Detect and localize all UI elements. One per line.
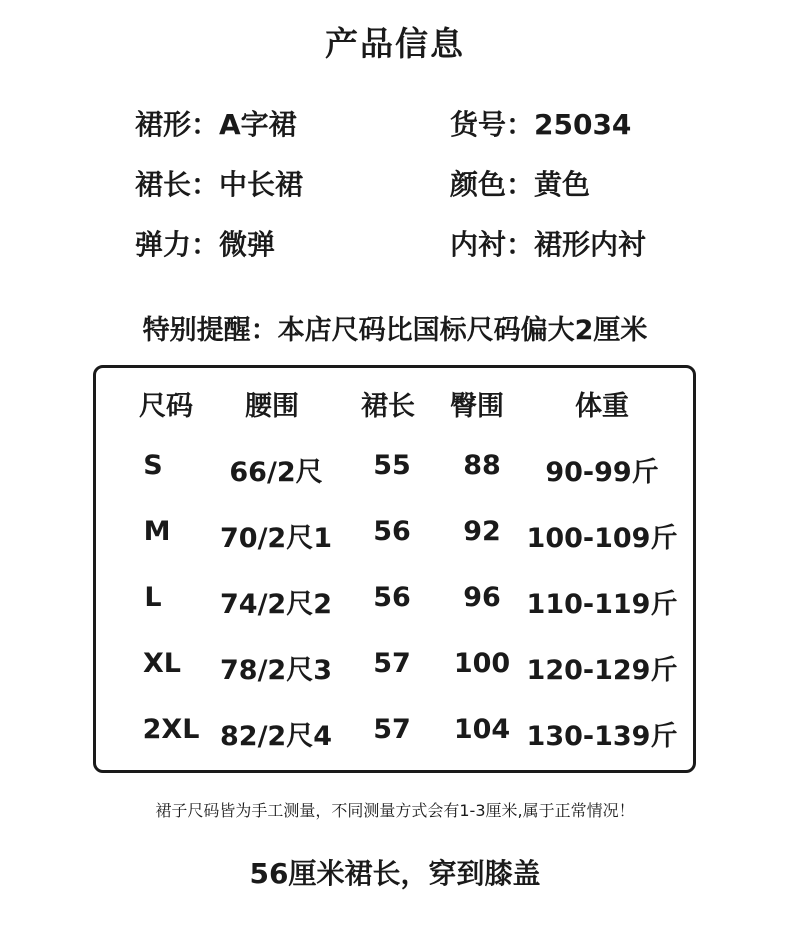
table-cell-hip: 100 (453, 648, 511, 679)
table-cell-length: 56 (373, 582, 411, 613)
table-cell-size: L (144, 582, 162, 613)
size-notice: 特别提醒：本店尺码比国标尺码偏大2厘米 (142, 315, 648, 346)
page-title: 产品信息 (325, 24, 465, 63)
table-cell-weight: 90-99斤 (545, 457, 659, 488)
table-cell-length: 57 (373, 648, 411, 679)
measurement-footnote: 裙子尺码皆为手工测量，不同测量方式会有1-3厘米,属于正常情况！ (155, 801, 635, 820)
info-item-number: 货号：25034 (450, 108, 632, 141)
table-header-length: 裙长 (361, 391, 415, 422)
info-skirt-length: 裙长：中长裙 (135, 168, 304, 201)
size-table (93, 365, 696, 773)
table-cell-waist: 78/2尺3 (219, 655, 333, 686)
table-cell-weight: 110-119斤 (526, 589, 678, 620)
table-cell-weight: 130-139斤 (526, 721, 678, 752)
table-cell-hip: 96 (463, 582, 501, 613)
info-elasticity: 弹力：微弹 (135, 228, 276, 261)
table-cell-weight: 100-109斤 (526, 523, 678, 554)
table-cell-waist: 82/2尺4 (219, 721, 333, 752)
table-cell-waist: 66/2尺 (229, 457, 323, 488)
info-skirt-shape: 裙形：A字裙 (135, 108, 297, 141)
table-cell-size: S (143, 450, 163, 481)
table-cell-length: 57 (373, 714, 411, 745)
table-cell-length: 55 (373, 450, 411, 481)
table-cell-hip: 104 (453, 714, 511, 745)
table-cell-size: XL (142, 648, 182, 679)
table-header-hip: 臀围 (450, 391, 504, 422)
table-cell-size: 2XL (142, 714, 200, 745)
table-header-size: 尺码 (139, 391, 193, 422)
table-cell-length: 56 (373, 516, 411, 547)
table-header-weight: 体重 (575, 391, 629, 422)
table-cell-hip: 92 (463, 516, 501, 547)
info-lining: 内衬：裙形内衬 (450, 228, 647, 261)
table-cell-waist: 74/2尺2 (219, 589, 333, 620)
table-cell-size: M (143, 516, 171, 547)
table-header-waist: 腰围 (245, 391, 299, 422)
info-color: 颜色：黄色 (450, 168, 591, 201)
table-cell-weight: 120-129斤 (526, 655, 678, 686)
length-note: 56厘米裙长，穿到膝盖 (249, 857, 541, 890)
table-cell-hip: 88 (463, 450, 501, 481)
table-cell-waist: 70/2尺1 (219, 523, 333, 554)
